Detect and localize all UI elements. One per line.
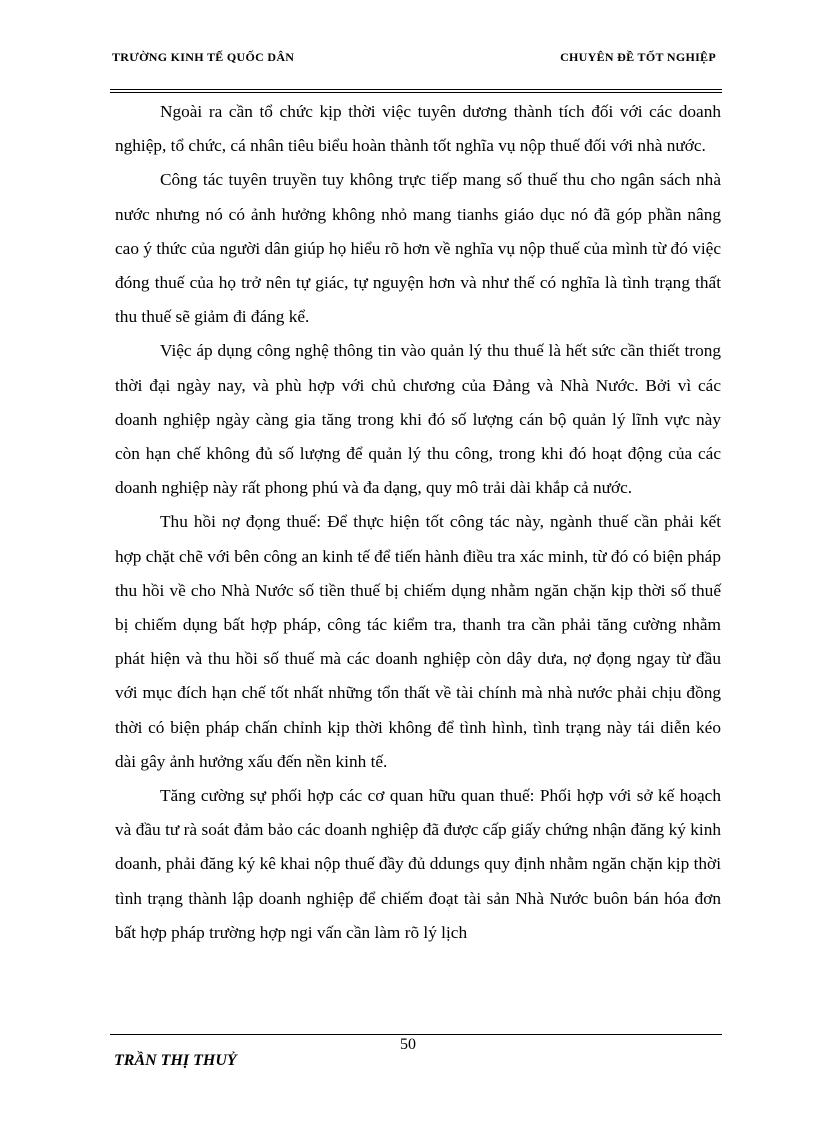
- header-divider-thin: [110, 92, 722, 93]
- body-paragraph-3: Việc áp dụng công nghệ thông tin vào quản lý thu thuế là hết sức cần thiết trong thời đại ngày nay, và phù hợp với chủ chương của Đảng và Nhà Nước. Bởi vì các doanh nghiệp ngày càng gia tăng trong khi đó số lượng cán bộ quản lý lĩnh vực này còn hạn chế không đủ số lượng để quản lý thu công, trong khi đó hoạt động của các doanh nghiệp này rất phong phú và đa dạng, quy mô trải dài khắp cả nước.: [115, 341, 721, 498]
- footer-divider: [110, 1034, 722, 1035]
- body-paragraph-4: Thu hồi nợ đọng thuế: Để thực hiện tốt công tác này, ngành thuế cần phải kết hợp chặt chẽ với bên công an kinh tế để tiến hành điều tra xác minh, từ đó có biện pháp thu hồi về cho Nhà Nước số tiền thuế bị chiếm dụng nhằm ngăn chặn kịp thời số thuế bị chiếm dụng bất hợp pháp, công tác kiểm tra, thanh tra cần phải tăng cường nhằm phát hiện và thu hồi số thuế mà các doanh nghiệp còn dây dưa, nợ đọng ngay từ đầu với mục đích hạn chế tốt nhất những tổn thất về tài chính mà nhà nước phải chịu đồng thời có biện pháp chấn chỉnh kịp thời không để tình hình, tình trạng này tái diễn kéo dài gây ảnh hưởng xấu đến nền kinh tế.: [115, 512, 721, 771]
- page-header: [112, 50, 716, 70]
- header-school-name: TRƯỜNG KINH TẾ QUỐC DÂN: [112, 50, 295, 64]
- header-divider: [110, 89, 722, 90]
- body-paragraph-2: Công tác tuyên truyền tuy không trực tiếp mang số thuế thu cho ngân sách nhà nước nhưng nó có ảnh hưởng không nhỏ mang tianhs giáo dục nó đã góp phần nâng cao ý thức của người dân giúp họ hiểu rõ hơn về nghĩa vụ nộp thuế của mình từ đó việc đóng thuế của họ trở nên tự giác, tự nguyện hơn và như thế có nghĩa là tình trạng thất thu thuế sẽ giảm đi đáng kể.: [115, 170, 721, 327]
- body-paragraph-5: Tăng cường sự phối hợp các cơ quan hữu quan thuế: Phối hợp với sở kế hoạch và đầu tư rà soát đảm bảo các doanh nghiệp đã được cấp giấy chứng nhận đăng ký kinh doanh, phải đăng ký kê khai nộp thuế đầy đủ ddungs quy định nhằm ngăn chặn kịp thời tình trạng thành lập doanh nghiệp để chiếm đoạt tài sản Nhà Nước buôn bán hóa đơn bất hợp pháp trường hợp ngi vấn cần làm rõ lý lịch: [115, 786, 721, 942]
- header-document-type: CHUYÊN ĐỀ TỐT NGHIỆP: [560, 50, 716, 64]
- page-number: 50: [400, 1036, 416, 1053]
- body-paragraph-1: Ngoài ra cần tổ chức kịp thời việc tuyên dương thành tích đối với các doanh nghiệp, tổ chức, cá nhân tiêu biểu hoàn thành tốt nghĩa vụ nộp thuế đối với nhà nước.: [115, 102, 721, 156]
- page-body: [115, 94, 721, 950]
- footer-author-name: TRẦN THỊ THUỶ: [114, 1052, 237, 1069]
